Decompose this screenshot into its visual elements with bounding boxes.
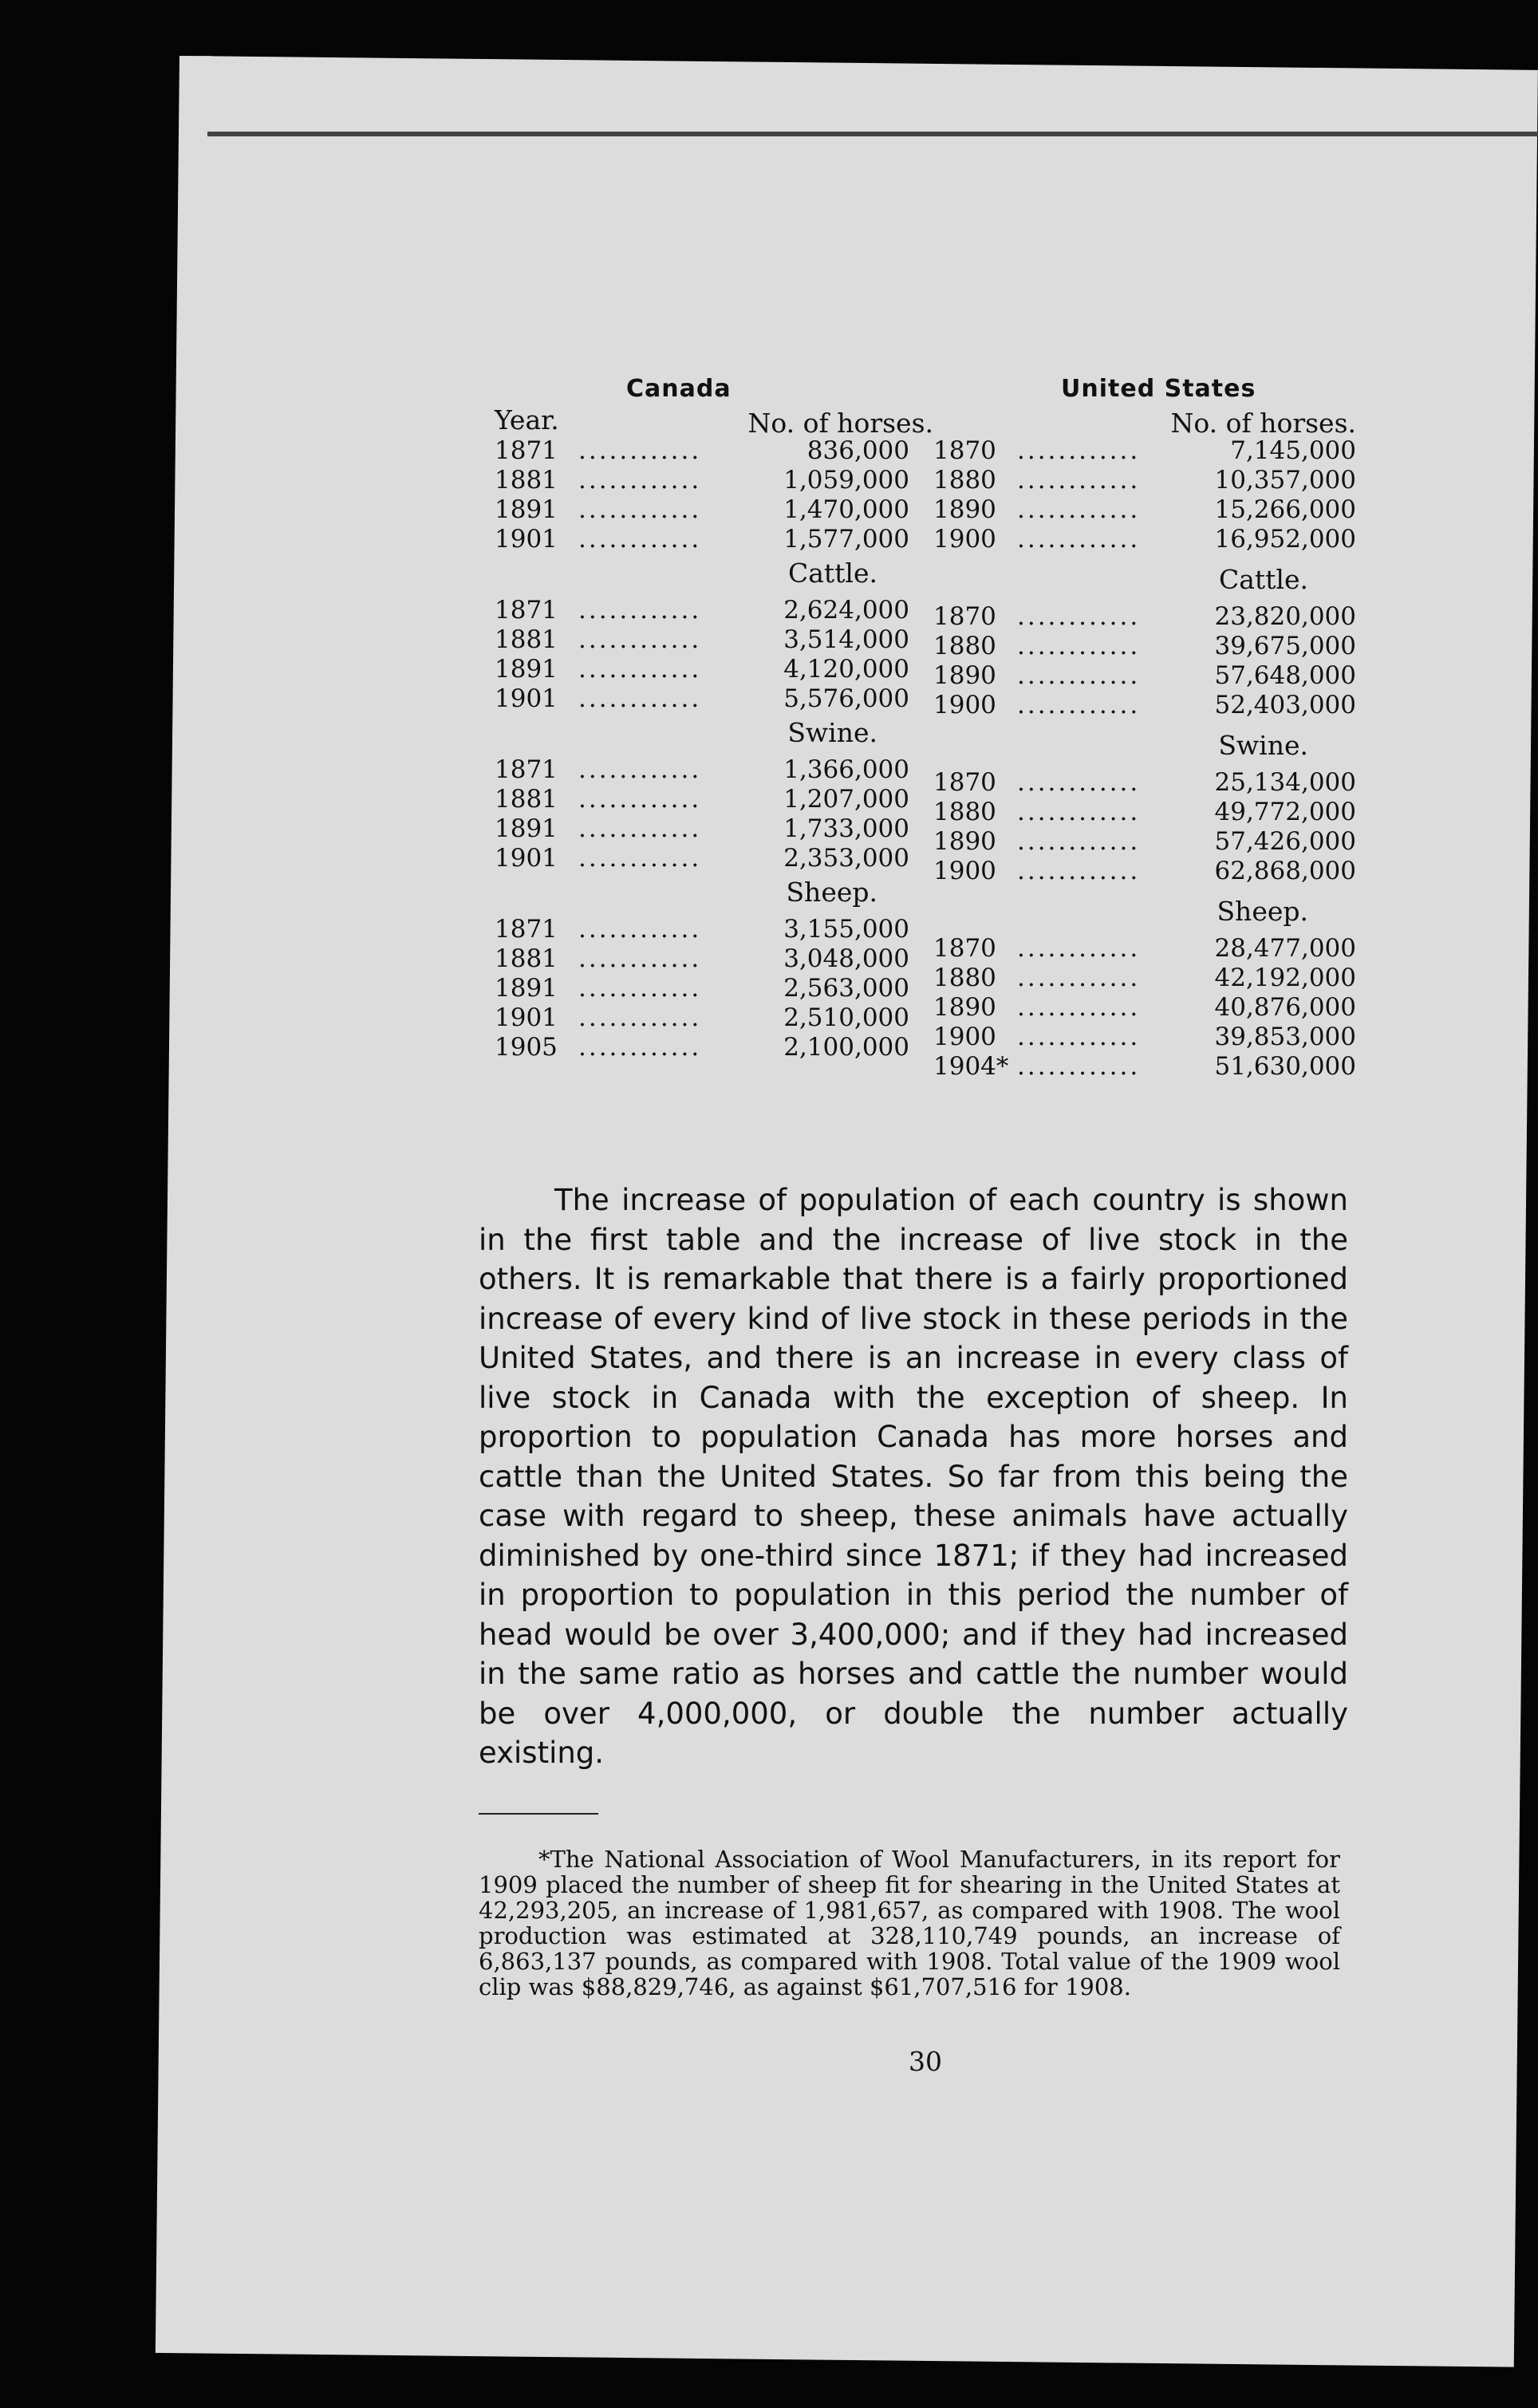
- table-row: [933, 798, 1356, 827]
- canada-horses-header: No. of horses.: [747, 408, 933, 439]
- row-year: 1905: [495, 1033, 558, 1062]
- row-value: 836,000: [806, 436, 909, 465]
- table-row: [495, 684, 933, 714]
- row-value: 3,514,000: [783, 625, 909, 654]
- table-row: [933, 466, 1356, 495]
- footnote: *The National Association of Wool Manufacturers, in its report for 1909 placed the number of sheep fit for shearing in the United States at 42,293,205, an increase of 1,981,657, as compared with 1908. The wool production was estimated at 328,110,749 pounds, an increase of 6,863,137 pounds, as compared with 1908. Total value of the 1909 wool clip was $88,829,746, as against $61,707,516 for 1908.: [479, 1845, 1340, 2000]
- table-row: [933, 661, 1356, 691]
- canada-sheep-header: Sheep.: [786, 877, 877, 908]
- row-year: 1891: [495, 495, 558, 524]
- table-row: [933, 495, 1356, 525]
- us-title: United States: [1061, 375, 1256, 403]
- row-year: 1900: [933, 1023, 996, 1051]
- dot-leader: ............: [578, 684, 702, 713]
- table-row: [495, 436, 933, 466]
- table-row: [933, 827, 1356, 857]
- page-number: 30: [909, 2045, 942, 2077]
- row-year: 1880: [933, 798, 996, 826]
- table-row: [933, 602, 1356, 632]
- row-year: 1881: [495, 785, 558, 814]
- page-content: [479, 375, 1372, 2077]
- us-header: [933, 404, 1356, 439]
- dot-leader: ............: [578, 844, 702, 873]
- row-value: 2,353,000: [783, 844, 909, 873]
- row-year: 1870: [933, 436, 996, 465]
- table-row: [933, 1052, 1356, 1082]
- dot-leader: ............: [1017, 934, 1141, 963]
- dot-leader: ............: [578, 655, 702, 684]
- row-year: 1891: [495, 974, 558, 1003]
- row-year: 1880: [933, 466, 996, 495]
- canada-sheep-rows: [495, 915, 933, 1062]
- row-value: 39,675,000: [1214, 632, 1356, 660]
- row-value: 3,048,000: [783, 944, 909, 973]
- dot-leader: ............: [1017, 827, 1141, 856]
- dot-leader: ............: [1017, 632, 1141, 660]
- table-row: [933, 993, 1356, 1023]
- row-year: 1871: [495, 596, 558, 625]
- table-row: [495, 944, 933, 974]
- table-row: [933, 1023, 1356, 1052]
- table-row: [933, 525, 1356, 554]
- table-row: [933, 857, 1356, 886]
- us-cattle-header: Cattle.: [1218, 564, 1308, 595]
- row-year: 1901: [495, 525, 558, 554]
- row-value: 49,772,000: [1214, 798, 1356, 826]
- row-value: 51,630,000: [1214, 1052, 1356, 1081]
- canada-header: [495, 404, 933, 439]
- dot-leader: ............: [578, 596, 702, 625]
- dot-leader: ............: [578, 755, 702, 784]
- table-row: [495, 915, 933, 944]
- row-year: 1890: [933, 827, 996, 856]
- table-row: [495, 1003, 933, 1033]
- row-value: 1,577,000: [783, 525, 909, 554]
- dot-leader: ............: [1017, 661, 1141, 690]
- dot-leader: ............: [1017, 964, 1141, 992]
- dot-leader: ............: [578, 1033, 702, 1062]
- table-row: [933, 632, 1356, 661]
- row-year: 1880: [933, 632, 996, 660]
- row-value: 52,403,000: [1214, 691, 1356, 719]
- row-year: 1870: [933, 768, 996, 797]
- row-value: 7,145,000: [1230, 436, 1356, 465]
- table-row: [933, 691, 1356, 720]
- livestock-tables: [479, 375, 1372, 1157]
- canada-swine-rows: [495, 755, 933, 873]
- row-year: 1891: [495, 655, 558, 684]
- table-row: [495, 525, 933, 554]
- table-row: [495, 755, 933, 785]
- row-value: 25,134,000: [1214, 768, 1356, 797]
- dot-leader: ............: [578, 625, 702, 654]
- dot-leader: ............: [1017, 798, 1141, 826]
- us-cattle-rows: [933, 602, 1356, 720]
- row-year: 1881: [495, 944, 558, 973]
- dot-leader: ............: [578, 495, 702, 524]
- dot-leader: ............: [578, 814, 702, 843]
- row-value: 2,624,000: [783, 596, 909, 625]
- row-value: 5,576,000: [783, 684, 909, 713]
- table-row: [495, 814, 933, 844]
- table-row: [495, 596, 933, 625]
- table-row: [495, 495, 933, 525]
- dot-leader: ............: [578, 436, 702, 465]
- row-year: 1871: [495, 915, 558, 944]
- row-value: 1,059,000: [783, 466, 909, 495]
- row-year: 1900: [933, 691, 996, 719]
- row-year: 1871: [495, 436, 558, 465]
- row-value: 1,366,000: [783, 755, 909, 784]
- us-swine-header: Swine.: [1218, 730, 1308, 761]
- row-value: 2,563,000: [783, 974, 909, 1003]
- footnote-rule: [479, 1813, 598, 1815]
- table-row: [495, 785, 933, 814]
- row-year: 1901: [495, 1003, 558, 1032]
- canada-cattle-rows: [495, 596, 933, 714]
- table-row: [495, 625, 933, 655]
- row-year: 1890: [933, 993, 996, 1022]
- dot-leader: ............: [578, 1003, 702, 1032]
- table-row: [933, 964, 1356, 993]
- row-year: 1900: [933, 525, 996, 554]
- dot-leader: ............: [578, 944, 702, 973]
- row-year: 1881: [495, 625, 558, 654]
- dot-leader: ............: [1017, 1023, 1141, 1051]
- us-sheep-header: Sheep.: [1217, 896, 1308, 927]
- canada-table: [495, 375, 933, 1062]
- row-year: 1880: [933, 964, 996, 992]
- table-row: [933, 436, 1356, 466]
- row-year: 1890: [933, 661, 996, 690]
- dot-leader: ............: [578, 915, 702, 944]
- dot-leader: ............: [1017, 525, 1141, 554]
- dot-leader: ............: [1017, 993, 1141, 1022]
- row-value: 39,853,000: [1214, 1023, 1356, 1051]
- dot-leader: ............: [1017, 768, 1141, 797]
- row-year: 1901: [495, 844, 558, 873]
- row-value: 62,868,000: [1214, 857, 1356, 885]
- row-value: 1,733,000: [783, 814, 909, 843]
- row-value: 15,266,000: [1214, 495, 1356, 524]
- dot-leader: ............: [1017, 466, 1141, 495]
- table-row: [933, 768, 1356, 798]
- row-year: 1871: [495, 755, 558, 784]
- body-paragraph: The increase of population of each country is shown in the first table and the increase of live stock in the others. It is remarkable that there is a fairly proportioned increase of every kind of live stock in these periods in the United States, and there is an increase in every class of live stock in Canada with the exception of sheep. In proportion to population Canada has more horses and cattle than the United States. So far from this being the case with regard to sheep, these animals have actually diminished by one-third since 1871; if they had increased in proportion to population in this period the number of head would be over 3,400,000; and if they had increased in the same ratio as horses and cattle the number would be over 4,000,000, or double the number actually existing.: [479, 1183, 1348, 1770]
- row-year: 1900: [933, 857, 996, 885]
- dot-leader: ............: [1017, 495, 1141, 524]
- row-value: 1,207,000: [783, 785, 909, 814]
- row-year: 1881: [495, 466, 558, 495]
- row-year: 1870: [933, 934, 996, 963]
- canada-horses-rows: [495, 436, 933, 554]
- row-value: 23,820,000: [1214, 602, 1356, 631]
- row-value: 40,876,000: [1214, 993, 1356, 1022]
- canada-swine-header: Swine.: [787, 717, 877, 748]
- us-table: [933, 375, 1356, 1082]
- row-value: 28,477,000: [1214, 934, 1356, 963]
- row-value: 57,648,000: [1214, 661, 1356, 690]
- table-row: [495, 974, 933, 1003]
- dot-leader: ............: [1017, 602, 1141, 631]
- row-value: 42,192,000: [1214, 964, 1356, 992]
- row-year: 1901: [495, 684, 558, 713]
- us-swine-rows: [933, 768, 1356, 886]
- year-header: Year.: [495, 404, 559, 435]
- table-row: [495, 844, 933, 873]
- dot-leader: ............: [1017, 857, 1141, 885]
- dot-leader: ............: [1017, 436, 1141, 465]
- canada-title: Canada: [626, 375, 732, 403]
- dot-leader: ............: [1017, 1052, 1141, 1081]
- table-row: [933, 934, 1356, 964]
- dot-leader: ............: [578, 785, 702, 814]
- row-value: 16,952,000: [1214, 525, 1356, 554]
- canada-cattle-header: Cattle.: [787, 558, 877, 589]
- dot-leader: ............: [578, 525, 702, 554]
- us-sheep-rows: [933, 934, 1356, 1082]
- row-value: 2,510,000: [783, 1003, 909, 1032]
- row-value: 2,100,000: [783, 1033, 909, 1062]
- row-value: 10,357,000: [1214, 466, 1356, 495]
- row-value: 4,120,000: [783, 655, 909, 684]
- row-value: 57,426,000: [1214, 827, 1356, 856]
- us-horses-header: No. of horses.: [1170, 408, 1356, 439]
- row-value: 3,155,000: [783, 915, 909, 944]
- row-year: 1890: [933, 495, 996, 524]
- dot-leader: ............: [578, 974, 702, 1003]
- table-row: [495, 655, 933, 684]
- table-row: [495, 1033, 933, 1062]
- row-year: 1870: [933, 602, 996, 631]
- us-horses-rows: [933, 436, 1356, 554]
- page-top-line: [207, 132, 1538, 136]
- dot-leader: ............: [578, 466, 702, 495]
- row-value: 1,470,000: [783, 495, 909, 524]
- row-year: 1904*: [933, 1052, 1009, 1081]
- table-row: [495, 466, 933, 495]
- row-year: 1891: [495, 814, 558, 843]
- dot-leader: ............: [1017, 691, 1141, 719]
